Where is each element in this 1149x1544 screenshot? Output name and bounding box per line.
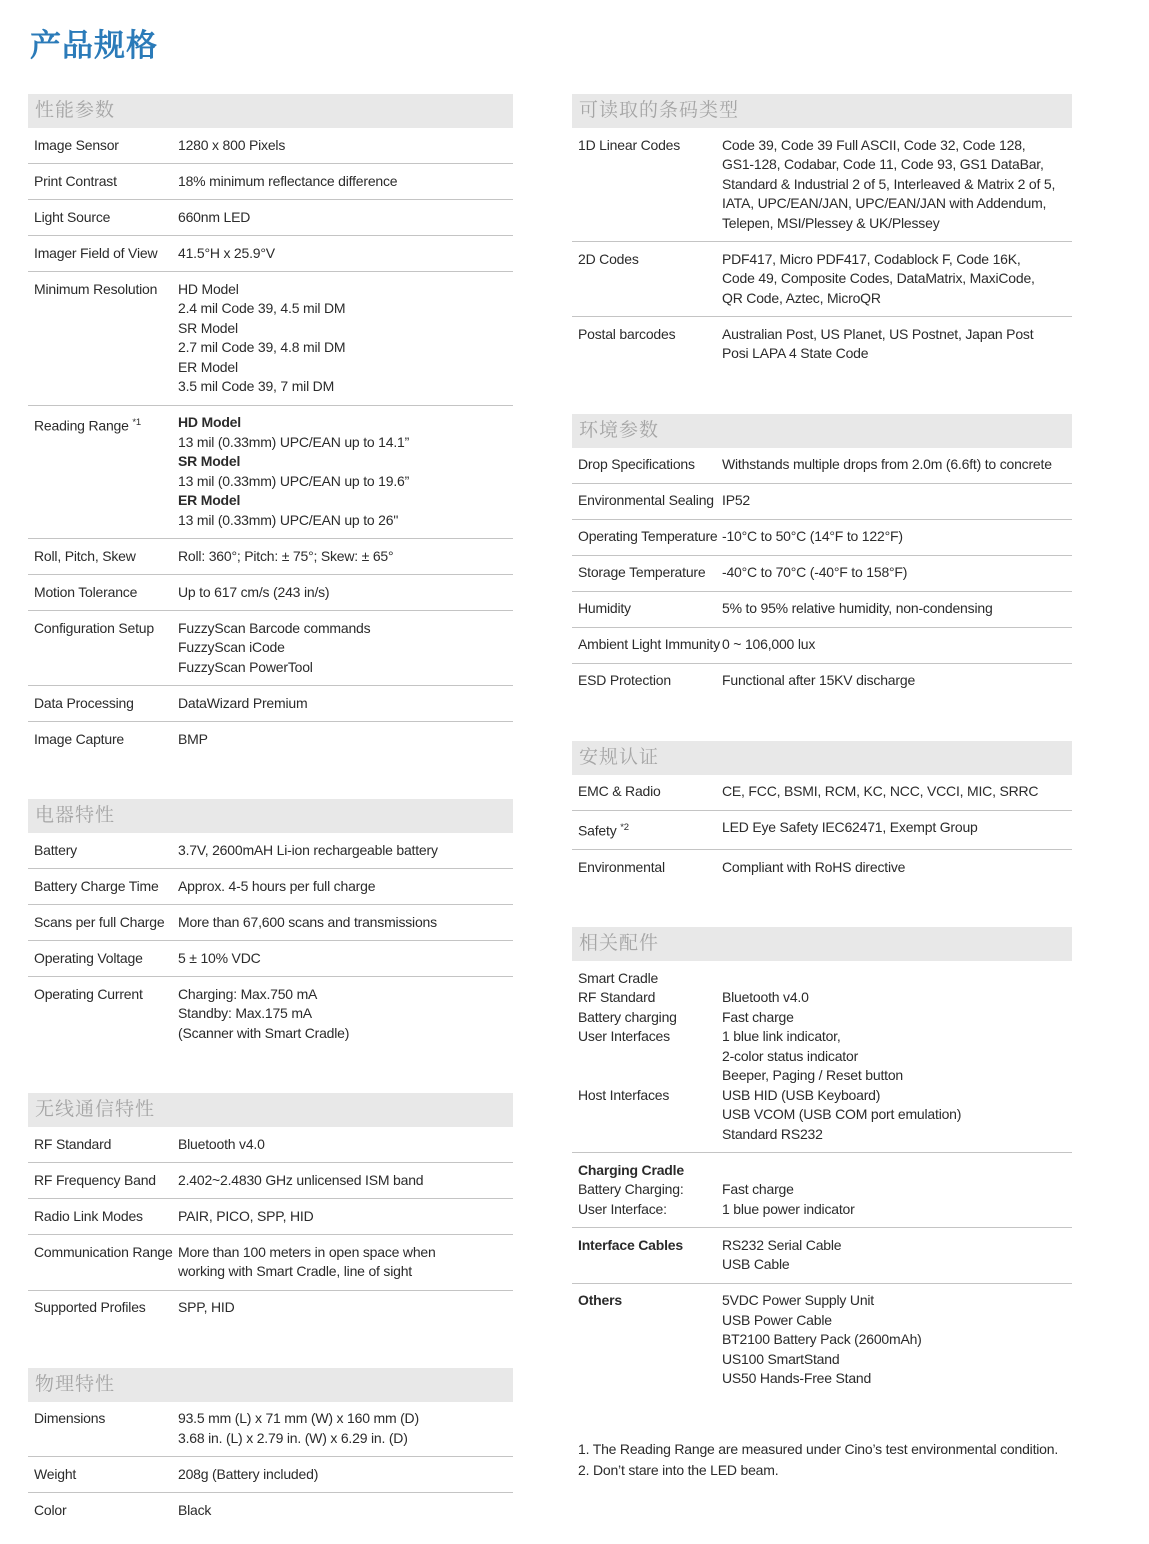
spec-value-line: Beeper, Paging / Reset button — [722, 1067, 903, 1084]
spec-label: ESD Protection — [578, 672, 671, 688]
spec-value-line: GS1-128, Codabar, Code 11, Code 93, GS1 DataBar, — [722, 156, 1044, 172]
spec-pair — [28, 1243, 513, 1282]
spec-value — [178, 208, 513, 228]
spec-pair — [572, 527, 1072, 547]
spec-value-line: Fast charge — [722, 1008, 794, 1025]
spec-row — [28, 1402, 513, 1458]
spec-pair — [28, 1171, 513, 1191]
spec-value-line: FuzzyScan Barcode commands — [178, 619, 371, 636]
spec-value — [178, 172, 513, 192]
spec-label: Interface Cables — [578, 1236, 683, 1253]
spec-value-line: 1280 x 800 Pixels — [178, 136, 286, 153]
spec-pair — [28, 244, 513, 264]
spec-value — [178, 841, 513, 861]
spec-pair — [572, 325, 1072, 364]
spec-value — [178, 583, 513, 603]
footnote-marker: *1 — [132, 417, 141, 428]
spec-row — [572, 1153, 1072, 1228]
spec-value-line: Code 39, Code 39 Full ASCII, Code 32, Code 128, — [722, 136, 1026, 153]
spec-value — [722, 635, 1072, 655]
spec-pair — [572, 1086, 1072, 1145]
spec-value-line: SR Model — [178, 453, 241, 469]
spec-value-line: BT2100 Battery Pack (2600mAh) — [722, 1331, 922, 1348]
spec-value — [178, 1243, 513, 1282]
spec-pair — [572, 250, 1072, 309]
spec-pair — [28, 1501, 513, 1521]
spec-value — [178, 694, 513, 714]
spec-row — [28, 1127, 513, 1163]
spec-label: User Interfaces — [578, 1028, 670, 1045]
spec-value-line: Compliant with RoHS directive — [722, 858, 906, 875]
spec-value — [178, 985, 513, 1044]
spec-label: Roll, Pitch, Skew — [34, 547, 136, 564]
spec-label: Imager Field of View — [34, 244, 158, 261]
spec-value — [722, 818, 1072, 841]
spec-pair — [28, 1298, 513, 1318]
spec-value — [178, 413, 513, 530]
spec-row — [572, 484, 1072, 520]
spec-value-line: Withstands multiple drops from 2.0m (6.6ft) to concrete — [722, 456, 1052, 472]
spec-label: Humidity — [578, 600, 631, 616]
spec-label: Ambient Light Immunity — [578, 636, 720, 652]
spec-value-line: RS232 Serial Cable — [722, 1236, 842, 1253]
spec-value-line: 5% to 95% relative humidity, non-condensing — [722, 600, 993, 616]
spec-pair — [572, 969, 1072, 989]
spec-row — [28, 272, 513, 406]
spec-value-line: Telepen, MSI/Plessey & UK/Plessey — [722, 214, 940, 231]
spec-label: Battery Charge Time — [34, 877, 159, 894]
spec-pair — [28, 136, 513, 156]
spec-row — [572, 775, 1072, 811]
spec-value — [178, 1171, 513, 1191]
spec-value — [722, 1236, 1072, 1275]
spec-pair — [28, 1207, 513, 1227]
spec-value — [178, 1501, 513, 1521]
spec-row — [572, 811, 1072, 851]
spec-pair — [28, 208, 513, 228]
spec-value-line: Charging: Max.750 mA — [178, 985, 318, 1002]
spec-row — [572, 242, 1072, 317]
spec-value — [722, 527, 1072, 547]
spec-row — [28, 1163, 513, 1199]
spec-value-line: IATA, UPC/EAN/JAN, UPC/EAN/JAN with Addendum, — [722, 195, 1047, 211]
spec-value — [722, 969, 1072, 989]
spec-label: Smart Cradle — [578, 969, 659, 986]
spec-value-line: ER Model — [178, 358, 238, 375]
spec-value-line: SR Model — [178, 319, 238, 336]
spec-value — [178, 913, 513, 933]
spec-pair — [28, 1465, 513, 1485]
spec-value-line: PDF417, Micro PDF417, Codablock F, Code 16K, — [722, 250, 1021, 267]
spec-value-line: Approx. 4-5 hours per full charge — [178, 877, 376, 894]
spec-value-line: US100 SmartStand — [722, 1350, 840, 1367]
spec-value — [722, 491, 1072, 511]
spec-row — [28, 977, 513, 1051]
spec-label: Safety $^{*2}$ — [578, 822, 629, 839]
spec-value — [722, 455, 1072, 475]
spec-value-line: Up to 617 cm/s (243 in/s) — [178, 583, 330, 600]
spec-value-line: FuzzyScan iCode — [178, 639, 285, 655]
spec-pair — [572, 818, 1072, 841]
columns-container — [28, 94, 1149, 1528]
spec-value-line: 1 blue power indicator — [722, 1200, 855, 1217]
spec-value-line: USB Power Cable — [722, 1311, 832, 1328]
spec-value-line: More than 67,600 scans and transmissions — [178, 913, 437, 930]
spec-label: 1D Linear Codes — [578, 136, 681, 153]
spec-label: Postal barcodes — [578, 325, 676, 342]
spec-row — [572, 592, 1072, 628]
spec-label: Reading Range $^{*1}$ — [34, 417, 141, 434]
spec-row — [28, 128, 513, 164]
spec-row — [28, 164, 513, 200]
spec-pair — [572, 1027, 1072, 1086]
section-left-0 — [28, 94, 513, 757]
spec-pair — [28, 280, 513, 397]
spec-pair — [572, 136, 1072, 234]
spec-label: Storage Temperature — [578, 564, 706, 580]
spec-value-line: 3.7V, 2600mAH Li-ion rechargeable battery — [178, 841, 438, 858]
spec-value — [178, 547, 513, 567]
spec-row — [572, 556, 1072, 592]
spec-label: Motion Tolerance — [34, 583, 138, 600]
spec-value-line: working with Smart Cradle, line of sight — [178, 1263, 412, 1279]
spec-row — [28, 1493, 513, 1528]
spec-pair — [572, 988, 1072, 1008]
spec-row — [28, 686, 513, 722]
spec-value-line: 208g (Battery included) — [178, 1465, 319, 1482]
spec-value-line: 3.5 mil Code 39, 7 mil DM — [178, 378, 335, 394]
spec-row — [28, 575, 513, 611]
spec-value-line: Standby: Max.175 mA — [178, 1005, 312, 1021]
spec-value-line: Code 49, Composite Codes, DataMatrix, MaxiCode, — [722, 270, 1035, 286]
spec-value-line: 3.68 in. (L) x 2.79 in. (W) x 6.29 in. (D) — [178, 1429, 408, 1446]
spec-value-line: -40°C to 70°C (-40°F to 158°F) — [722, 564, 908, 580]
spec-pair — [28, 1409, 513, 1448]
spec-value — [178, 730, 513, 750]
spec-label: 2D Codes — [578, 250, 639, 267]
spec-pair — [28, 877, 513, 897]
spec-value — [722, 1008, 1072, 1028]
spec-value-line: USB HID (USB Keyboard) — [722, 1086, 881, 1103]
spec-value-line: Australian Post, US Planet, US Postnet, Japan Post — [722, 325, 1034, 342]
spec-value-line: 1 blue link indicator, — [722, 1028, 841, 1045]
spec-label: Communication Range — [34, 1243, 173, 1260]
spec-pair — [572, 635, 1072, 655]
section-right-2 — [572, 741, 1072, 886]
spec-pair — [28, 841, 513, 861]
spec-pair — [572, 1236, 1072, 1275]
spec-value — [722, 1200, 1072, 1220]
spec-value — [178, 619, 513, 678]
spec-value — [722, 858, 1072, 878]
spec-value — [722, 563, 1072, 583]
spec-label: Environmental — [578, 858, 665, 875]
section-right-0 — [572, 94, 1072, 372]
spec-value-line: 13 mil (0.33mm) UPC/EAN up to 19.6” — [178, 472, 410, 489]
page-title: 产品规格 — [30, 28, 158, 63]
spec-row — [572, 1284, 1072, 1397]
spec-label: Light Source — [34, 208, 111, 225]
section-heading: 相关配件 — [572, 927, 1072, 961]
spec-label: Scans per full Charge — [34, 913, 165, 930]
spec-pair — [572, 1180, 1072, 1200]
spec-value-line: DataWizard Premium — [178, 694, 308, 711]
section-heading: 可读取的条码类型 — [572, 94, 1072, 128]
spec-value-line: 41.5°H x 25.9°V — [178, 244, 275, 261]
spec-label: RF Standard — [34, 1135, 112, 1152]
spec-value-line: Functional after 15KV discharge — [722, 672, 916, 688]
spec-pair — [572, 1200, 1072, 1220]
section-right-1 — [572, 414, 1072, 699]
spec-value — [178, 1465, 513, 1485]
spec-label: Dimensions — [34, 1410, 106, 1426]
spec-value — [178, 136, 513, 156]
spec-row — [572, 1228, 1072, 1284]
spec-value-line: Fast charge — [722, 1181, 794, 1198]
spec-value-line: More than 100 meters in open space when — [178, 1243, 436, 1260]
spec-value — [178, 280, 513, 397]
spec-pair — [28, 913, 513, 933]
spec-value-line: Standard RS232 — [722, 1125, 823, 1142]
spec-value — [178, 949, 513, 969]
spec-value-line: 0 ~ 106,000 lux — [722, 636, 816, 652]
footnote-marker: *2 — [620, 822, 629, 833]
spec-pair — [572, 1291, 1072, 1389]
spec-value — [722, 250, 1072, 309]
spec-row — [28, 236, 513, 272]
section-left-2 — [28, 1093, 513, 1326]
spec-value-line: Posi LAPA 4 State Code — [722, 345, 869, 361]
spec-label: Supported Profiles — [34, 1299, 146, 1315]
spec-value-line: IP52 — [722, 492, 750, 508]
spec-row — [572, 317, 1072, 372]
spec-row — [572, 628, 1072, 664]
spec-pair — [28, 730, 513, 750]
spec-value-line: 2.402~2.4830 GHz unlicensed ISM band — [178, 1171, 424, 1188]
spec-label: Operating Temperature — [578, 528, 718, 544]
spec-value — [178, 877, 513, 897]
spec-value-line: 18% minimum reflectance difference — [178, 172, 398, 189]
section-right-3 — [572, 927, 1072, 1397]
spec-label: RF Frequency Band — [34, 1171, 156, 1188]
spec-value-line: CE, FCC, BSMI, RCM, KC, NCC, VCCI, MIC, SRRC — [722, 783, 1039, 799]
spec-value — [178, 1135, 513, 1155]
spec-pair — [572, 491, 1072, 511]
spec-label: RF Standard — [578, 989, 656, 1006]
spec-value-line: LED Eye Safety IEC62471, Exempt Group — [722, 819, 978, 835]
spec-pair — [28, 413, 513, 530]
spec-value-line: 660nm LED — [178, 208, 251, 225]
spec-label: Charging Cradle — [578, 1161, 684, 1178]
spec-row — [572, 128, 1072, 242]
spec-value-line: HD Model — [178, 414, 241, 430]
spec-value-line: FuzzyScan PowerTool — [178, 658, 313, 675]
spec-value-line: US50 Hands-Free Stand — [722, 1370, 872, 1387]
spec-row — [28, 941, 513, 977]
section-left-1 — [28, 799, 513, 1051]
spec-row — [28, 722, 513, 757]
spec-value-line: QR Code, Aztec, MicroQR — [722, 289, 881, 306]
spec-value-line: 5VDC Power Supply Unit — [722, 1292, 874, 1309]
spec-row — [28, 200, 513, 236]
section-heading: 性能参数 — [28, 94, 513, 128]
spec-pair — [572, 563, 1072, 583]
spec-value-line: USB VCOM (USB COM port emulation) — [722, 1106, 962, 1123]
spec-pair — [28, 547, 513, 567]
spec-pair — [28, 1135, 513, 1155]
spec-pair — [572, 782, 1072, 802]
spec-row — [28, 1457, 513, 1493]
spec-row — [572, 520, 1072, 556]
spec-value — [722, 1291, 1072, 1389]
spec-row — [28, 833, 513, 869]
spec-value-line: -10°C to 50°C (14°F to 122°F) — [722, 528, 903, 544]
spec-pair — [572, 599, 1072, 619]
spec-pair — [572, 671, 1072, 691]
spec-value — [722, 1086, 1072, 1145]
spec-label: Drop Specifications — [578, 456, 695, 472]
spec-value — [178, 244, 513, 264]
section-heading: 安规认证 — [572, 741, 1072, 775]
spec-row — [572, 850, 1072, 885]
spec-pair — [28, 619, 513, 678]
left-column — [28, 94, 513, 1528]
spec-value — [178, 1409, 513, 1448]
spec-value — [722, 671, 1072, 691]
spec-value-line: BMP — [178, 730, 208, 747]
spec-row — [28, 539, 513, 575]
spec-row — [572, 448, 1072, 484]
right-column — [572, 94, 1072, 1528]
spec-pair — [572, 1161, 1072, 1181]
footnotes — [572, 1439, 1072, 1481]
spec-label: Weight — [34, 1465, 77, 1482]
spec-label: Environmental Sealing — [578, 492, 714, 508]
spec-label: User Interface: — [578, 1200, 667, 1217]
spec-label: Image Sensor — [34, 136, 119, 153]
spec-value-line: USB Cable — [722, 1256, 790, 1273]
spec-label: Others — [578, 1292, 622, 1309]
spec-label: Battery Charging: — [578, 1181, 684, 1198]
spec-label: EMC & Radio — [578, 783, 661, 799]
spec-value — [178, 1207, 513, 1227]
spec-value — [722, 1180, 1072, 1200]
spec-value-line: Black — [178, 1501, 212, 1518]
spec-value — [722, 136, 1072, 234]
spec-value-line: Bluetooth v4.0 — [178, 1135, 265, 1152]
spec-row — [28, 869, 513, 905]
spec-value-line: 2-color status indicator — [722, 1047, 859, 1064]
spec-row — [28, 1291, 513, 1326]
spec-value — [722, 988, 1072, 1008]
spec-row — [28, 1235, 513, 1291]
spec-pair — [28, 583, 513, 603]
spec-label: Operating Voltage — [34, 949, 143, 966]
spec-value-line: PAIR, PICO, SPP, HID — [178, 1207, 314, 1224]
spec-pair — [572, 858, 1072, 878]
spec-pair — [28, 172, 513, 192]
spec-pair — [28, 694, 513, 714]
spec-label: Configuration Setup — [34, 619, 154, 636]
spec-value-line: Standard & Industrial 2 of 5, Interleaved & Matrix 2 of 5, — [722, 175, 1056, 192]
spec-value-line: 2.4 mil Code 39, 4.5 mil DM — [178, 300, 346, 316]
spec-value-line: 2.7 mil Code 39, 4.8 mil DM — [178, 339, 346, 355]
section-heading: 环境参数 — [572, 414, 1072, 448]
spec-value-line: Roll: 360°; Pitch: ± 75°; Skew: ± 65° — [178, 547, 394, 564]
section-left-3 — [28, 1368, 513, 1529]
spec-value-line: ER Model — [178, 492, 241, 508]
spec-pair — [572, 1008, 1072, 1028]
spec-label: Radio Link Modes — [34, 1207, 143, 1224]
spec-row — [28, 406, 513, 540]
spec-value-line: SPP, HID — [178, 1299, 235, 1315]
spec-value-line: 13 mil (0.33mm) UPC/EAN up to 14.1” — [178, 433, 410, 450]
spec-value-line: (Scanner with Smart Cradle) — [178, 1024, 350, 1041]
spec-label: Minimum Resolution — [34, 280, 158, 297]
spec-value — [722, 599, 1072, 619]
spec-label: Image Capture — [34, 730, 125, 747]
spec-value-line: 13 mil (0.33mm) UPC/EAN up to 26" — [178, 511, 399, 528]
spec-label: Battery — [34, 841, 77, 858]
spec-value-line: HD Model — [178, 280, 239, 297]
spec-row — [28, 1199, 513, 1235]
spec-value — [722, 1161, 1072, 1181]
spec-label: Color — [34, 1501, 67, 1518]
footnote: 1. The Reading Range are measured under Cino’s test environmental condition. — [578, 1440, 1059, 1457]
spec-row — [572, 961, 1072, 1153]
spec-label: Data Processing — [34, 694, 134, 711]
spec-value — [178, 1298, 513, 1318]
section-heading: 电器特性 — [28, 799, 513, 833]
spec-pair — [28, 949, 513, 969]
spec-pair — [572, 455, 1072, 475]
footnote: 2. Don’t stare into the LED beam. — [578, 1461, 779, 1478]
spec-value — [722, 1027, 1072, 1086]
spec-pair — [28, 985, 513, 1044]
spec-value — [722, 782, 1072, 802]
spec-value-line: 93.5 mm (L) x 71 mm (W) x 160 mm (D) — [178, 1410, 419, 1426]
spec-label: Operating Current — [34, 985, 143, 1002]
spec-label: Host Interfaces — [578, 1086, 670, 1103]
spec-label: Print Contrast — [34, 172, 117, 189]
spec-row — [572, 664, 1072, 699]
spec-row — [28, 905, 513, 941]
section-heading: 无线通信特性 — [28, 1093, 513, 1127]
spec-row — [28, 611, 513, 686]
spec-value-line: 5 ± 10% VDC — [178, 949, 261, 966]
section-heading: 物理特性 — [28, 1368, 513, 1402]
spec-label: Battery charging — [578, 1008, 677, 1025]
spec-value-line: Bluetooth v4.0 — [722, 989, 809, 1006]
spec-value — [722, 325, 1072, 364]
